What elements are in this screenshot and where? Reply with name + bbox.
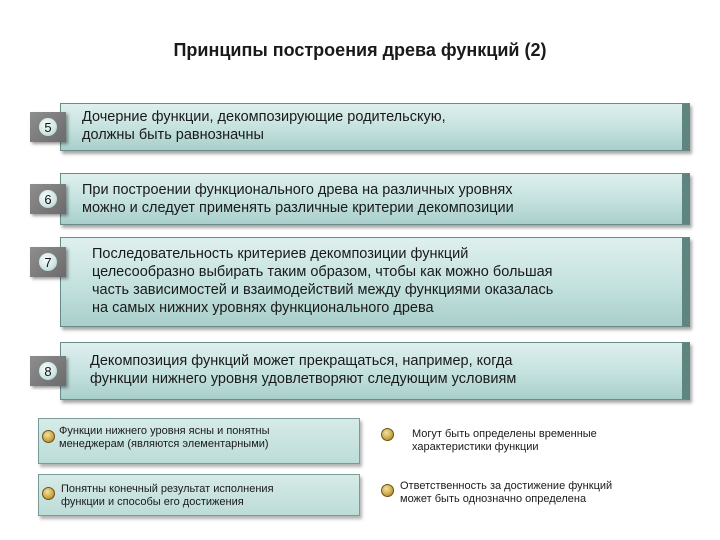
- bullet-icon: [42, 487, 55, 500]
- condition-text: [61, 483, 274, 509]
- principle-item-8: [30, 342, 690, 400]
- condition-box: [38, 474, 360, 516]
- principle-text: [90, 352, 670, 388]
- condition-box: [378, 420, 688, 464]
- text-line: Могут быть определены временные: [412, 428, 597, 440]
- condition-box: [38, 418, 360, 464]
- condition-text: [400, 480, 612, 506]
- bullet-icon: [381, 428, 394, 441]
- number-marker: [30, 112, 66, 142]
- text-line: можно и следует применять различные критерии декомпозиции: [82, 200, 514, 216]
- text-line: Функции нижнего уровня ясны и понятны: [59, 425, 270, 437]
- number-marker: [30, 356, 66, 386]
- text-line: Последовательность критериев декомпозиции функций: [92, 246, 469, 262]
- page-title: Принципы построения древа функций (2): [173, 40, 547, 60]
- principle-text: [82, 108, 670, 144]
- text-line: характеристики функции: [412, 441, 539, 453]
- principle-item-6: [30, 173, 690, 225]
- number-label: 7: [39, 253, 57, 271]
- text-line: функции нижнего уровня удовлетворяют следующим условиям: [90, 371, 517, 387]
- principle-item-5: [30, 103, 690, 151]
- text-line: может быть однозначно определена: [400, 493, 587, 505]
- text-line: Декомпозиция функций может прекращаться, например, когда: [90, 353, 513, 369]
- text-line: часть зависимостей и взаимодействий между функциями оказалась: [92, 282, 554, 298]
- text-line: менеджерам (являются элементарными): [59, 438, 269, 450]
- text-line: на самых нижних уровнях функционального древа: [92, 300, 434, 316]
- text-line: целесообразно выбирать таким образом, чтобы как можно большая: [92, 264, 553, 280]
- principle-text: [92, 245, 670, 317]
- text-line: должны быть равнозначны: [82, 127, 264, 143]
- text-line: Дочерние функции, декомпозирующие родительскую,: [82, 109, 446, 125]
- number-marker: [30, 184, 66, 214]
- condition-text: [59, 425, 269, 451]
- condition-box: [378, 472, 688, 516]
- number-label: 6: [39, 190, 57, 208]
- principle-item-7: [30, 237, 690, 327]
- bullet-icon: [42, 430, 55, 443]
- text-line: функции и способы его достижения: [61, 496, 244, 508]
- text-line: При построении функционального древа на различных уровнях: [82, 182, 513, 198]
- bullet-icon: [381, 484, 394, 497]
- number-label: 8: [39, 362, 57, 380]
- condition-text: [412, 428, 597, 454]
- text-line: Понятны конечный результат исполнения: [61, 483, 274, 495]
- number-label: 5: [39, 118, 57, 136]
- principle-text: [82, 181, 670, 217]
- text-line: Ответственность за достижение функций: [400, 480, 613, 492]
- number-marker: [30, 247, 66, 277]
